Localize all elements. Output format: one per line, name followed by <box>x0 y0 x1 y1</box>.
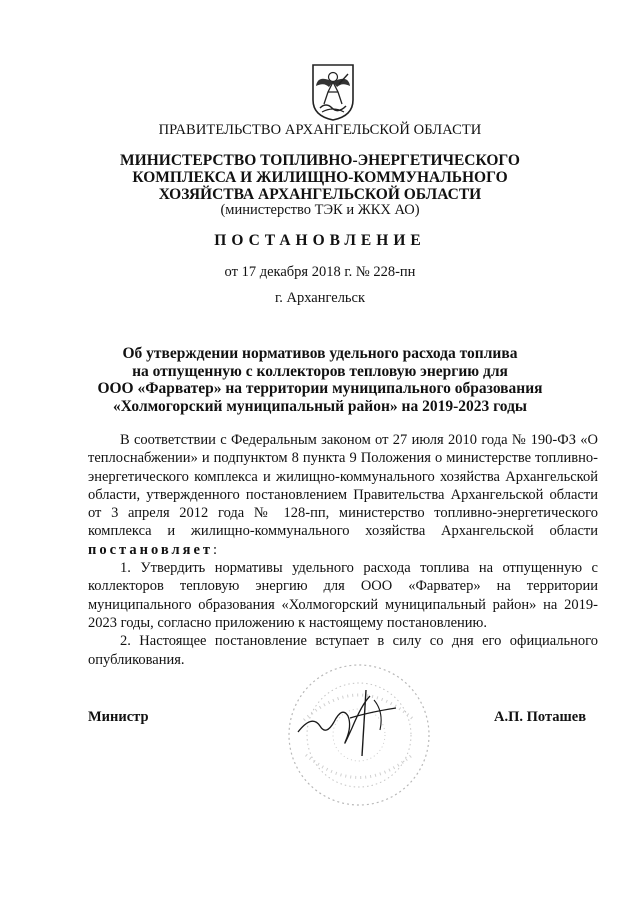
decree-colon: : <box>213 541 218 558</box>
document-type: ПОСТАНОВЛЕНИЕ <box>214 232 426 249</box>
document-body <box>88 431 598 669</box>
document-date-number: от 17 декабря 2018 г. № 228-пн <box>224 264 416 280</box>
title-line-1: Об утверждении нормативов удельного расхода топлива <box>122 345 518 362</box>
ministry-name-line-1: МИНИСТЕРСТВО ТОПЛИВНО-ЭНЕРГЕТИЧЕСКОГО <box>120 152 520 169</box>
ministry-name-line-2: КОМПЛЕКСА И ЖИЛИЩНО-КОММУНАЛЬНОГО <box>132 169 508 186</box>
signatory-position: Министр <box>88 709 149 725</box>
preamble-paragraph <box>88 431 598 559</box>
government-name: ПРАВИТЕЛЬСТВО АРХАНГЕЛЬСКОЙ ОБЛАСТИ <box>158 122 482 138</box>
preamble-text: В соответствии с Федеральным законом от 27 июля 2010 года № 190-ФЗ «О теплоснабжении» и подпунктом 8 пункта 9 Положения о министерстве топливно-энергетического комплекса и жилищно-коммунального хозяйства Архангельской области, утвержденного постановлением Правительства Архангельской области от 3 апреля 2012 года № 128-пп, министерство топливно-энергетического комплекса и жилищно-коммунального хозяйства Архангельской области <box>88 432 598 540</box>
item-1-paragraph: 1. Утвердить нормативы удельного расхода топлива на отпущенную с коллекторов тепловую энергию для ООО «Фарватер» на территории муниципального образования «Холмогорский муниципальный район» на 2019-2023 годы, согласно приложению к настоящему постановлению. <box>88 560 598 631</box>
handwritten-signature-icon <box>292 682 412 762</box>
signatory-name: А.П. Поташев <box>494 709 587 725</box>
ministry-name <box>0 152 640 203</box>
arkhangelsk-coat-of-arms-icon <box>310 62 356 122</box>
title-line-3: ООО «Фарватер» на территории муниципального образования <box>97 380 543 397</box>
ministry-name-line-3: ХОЗЯЙСТВА АРХАНГЕЛЬСКОЙ ОБЛАСТИ <box>158 186 482 203</box>
item-2-paragraph: 2. Настоящее постановление вступает в силу со дня его официального опубликования. <box>88 633 598 668</box>
title-line-2: на отпущенную с коллекторов тепловую энергию для <box>132 362 508 380</box>
title-line-4: «Холмогорский муниципальный район» на 2019-2023 годы <box>112 397 528 415</box>
document-city: г. Архангельск <box>274 290 366 306</box>
document-title <box>0 345 640 415</box>
decree-word: постановляет <box>88 541 214 558</box>
ministry-short-name: (министерство ТЭК и ЖКХ АО) <box>220 202 420 218</box>
